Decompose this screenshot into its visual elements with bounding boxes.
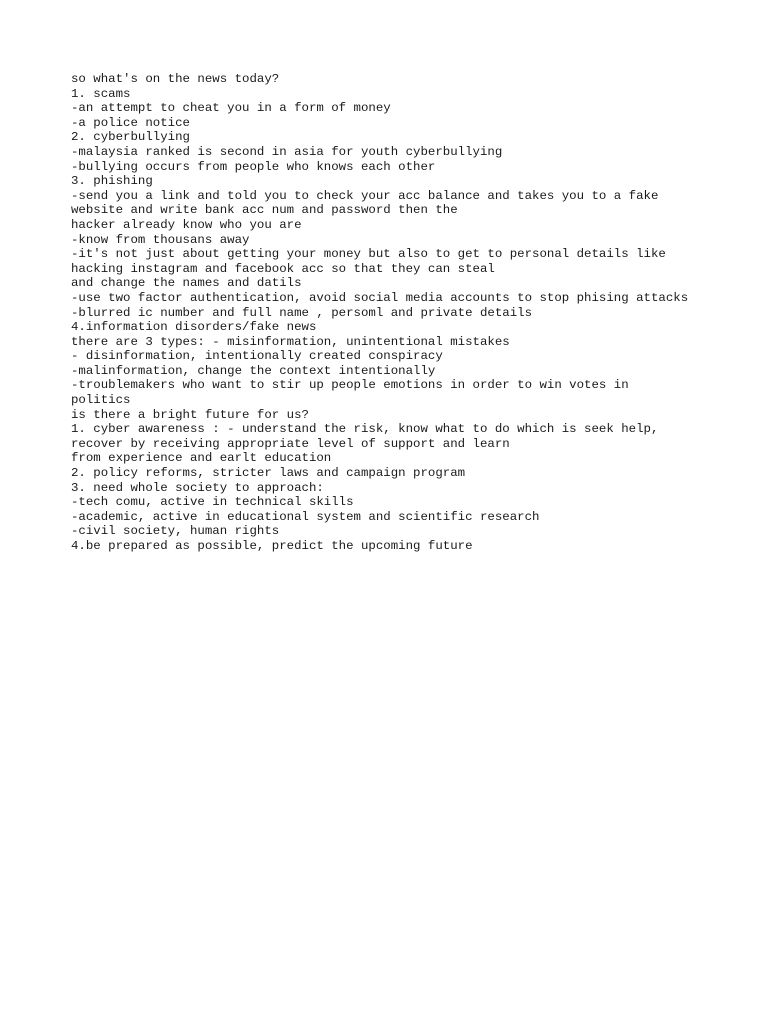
text-line: 3. phishing	[71, 174, 153, 189]
text-line: recover by receiving appropriate level of support and learn	[71, 436, 510, 451]
text-line: hacking instagram and facebook acc so that they can steal	[71, 261, 495, 276]
text-line: -blurred ic number and full name , persoml and private details	[71, 305, 533, 320]
text-line: -know from thousans away	[71, 232, 250, 247]
text-line: -an attempt to cheat you in a form of money	[71, 101, 391, 116]
text-line: hacker already know who you are	[71, 217, 302, 232]
document-text	[71, 72, 751, 554]
text-line: from experience and earlt education	[71, 451, 332, 466]
text-line: -bullying occurs from people who knows each other	[71, 159, 436, 174]
text-line: -use two factor authentication, avoid social media accounts to stop phising attacks	[71, 290, 689, 305]
text-line: - disinformation, intentionally created conspiracy	[71, 349, 443, 364]
text-line: 4.information disorders/fake news	[71, 320, 317, 335]
text-line: 2. policy reforms, stricter laws and campaign program	[71, 466, 466, 481]
text-line: 4.be prepared as possible, predict the upcoming future	[71, 539, 473, 553]
text-line: and change the names and datils	[71, 276, 302, 291]
text-line: so what's on the news today?	[71, 72, 280, 86]
text-line: politics	[71, 393, 131, 408]
text-line: -it's not just about getting your money but also to get to personal details like	[71, 247, 666, 262]
text-line: is there a bright future for us?	[71, 407, 309, 422]
text-line: 2. cyberbullying	[71, 130, 190, 145]
text-line: 3. need whole society to approach:	[71, 480, 324, 495]
text-line: website and write bank acc num and password then the	[71, 203, 458, 218]
text-line: -a police notice	[71, 115, 190, 130]
text-line: -tech comu, active in technical skills	[71, 495, 354, 510]
text-line: there are 3 types: - misinformation, unintentional mistakes	[71, 334, 510, 349]
text-line: 1. cyber awareness : - understand the risk, know what to do which is seek help,	[71, 422, 659, 437]
text-line: -malaysia ranked is second in asia for youth cyberbullying	[71, 144, 503, 159]
text-line: -send you a link and told you to check your acc balance and takes you to a fake	[71, 188, 659, 203]
text-line: 1. scams	[71, 86, 131, 101]
text-line: -malinformation, change the context intentionally	[71, 363, 436, 378]
text-line: -troublemakers who want to stir up people emotions in order to win votes in	[71, 378, 629, 393]
text-line: -academic, active in educational system and scientific research	[71, 509, 540, 524]
text-line: -civil society, human rights	[71, 524, 280, 539]
